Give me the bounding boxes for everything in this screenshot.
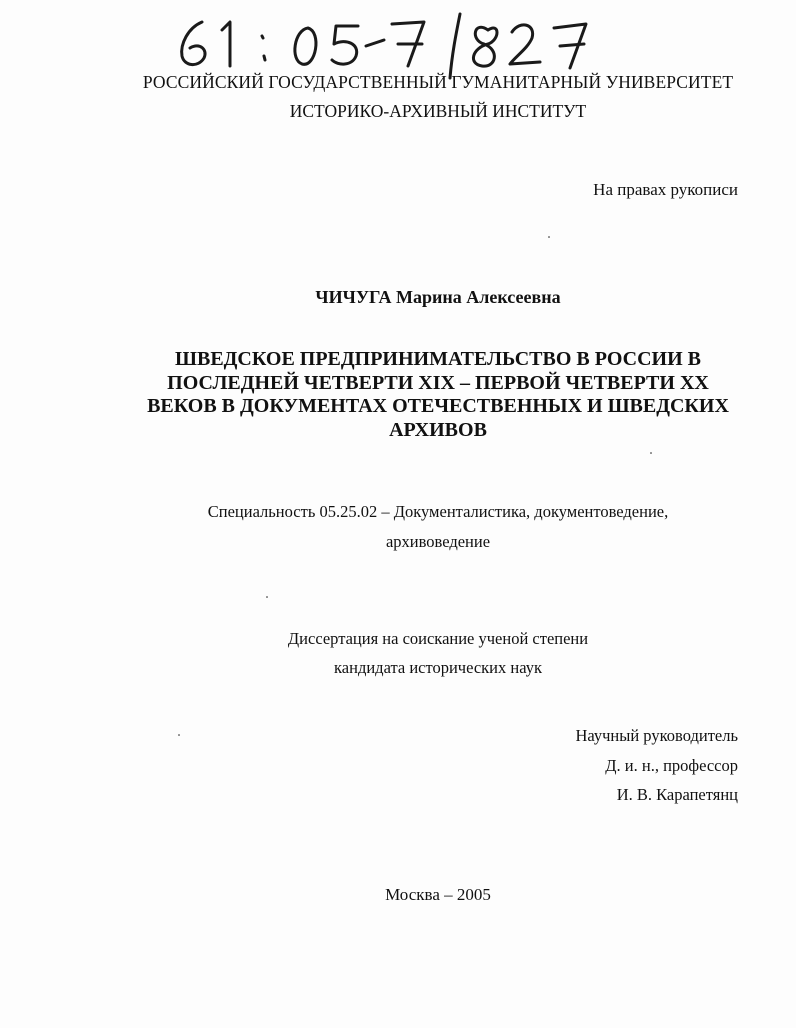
dissertation-degree <box>40 624 796 682</box>
specialty-line-2: архивоведение <box>385 532 491 551</box>
title-line: ШВЕДСКОЕ ПРЕДПРИНИМАТЕЛЬСТВО В РОССИИ В <box>175 348 701 370</box>
city-year: Москва – 2005 <box>385 885 491 904</box>
archive-mark-handwritten <box>170 10 600 80</box>
specialty <box>40 497 796 557</box>
rights-note: На правах рукописи <box>593 180 738 199</box>
specialty-line-1: Специальность 05.25.02 – Документалистика, документоведение, <box>207 502 669 521</box>
handwritten-inventory-number <box>170 10 600 80</box>
scientific-advisor <box>575 721 738 810</box>
scan-speck <box>178 734 180 736</box>
institute-name: ИСТОРИКО-АРХИВНЫЙ ИНСТИТУТ <box>289 101 587 121</box>
university-name: РОССИЙСКИЙ ГОСУДАРСТВЕННЫЙ ГУМАНИТАРНЫЙ УНИВЕРСИТЕТ <box>142 72 734 92</box>
dissertation-line-1: Диссертация на соискание ученой степени <box>287 629 589 648</box>
scan-speck <box>266 596 268 598</box>
title-line: АРХИВОВ <box>389 418 487 441</box>
dissertation-line-2: кандидата исторических наук <box>334 658 542 677</box>
dissertation-title <box>40 348 796 442</box>
advisor-name: И. В. Карапетянц <box>616 785 738 804</box>
author-name: ЧИЧУГА Марина Алексеевна <box>315 287 561 307</box>
advisor-degree: Д. и. н., профессор <box>605 755 738 775</box>
scan-speck <box>548 236 550 238</box>
scan-speck <box>650 452 652 454</box>
title-line: ВЕКОВ В ДОКУМЕНТАХ ОТЕЧЕСТВЕННЫХ И ШВЕДСКИХ <box>147 395 729 417</box>
advisor-label: Научный руководитель <box>575 726 738 745</box>
title-line: ПОСЛЕДНЕЙ ЧЕТВЕРТИ XIX – ПЕРВОЙ ЧЕТВЕРТИ XX <box>167 371 709 394</box>
